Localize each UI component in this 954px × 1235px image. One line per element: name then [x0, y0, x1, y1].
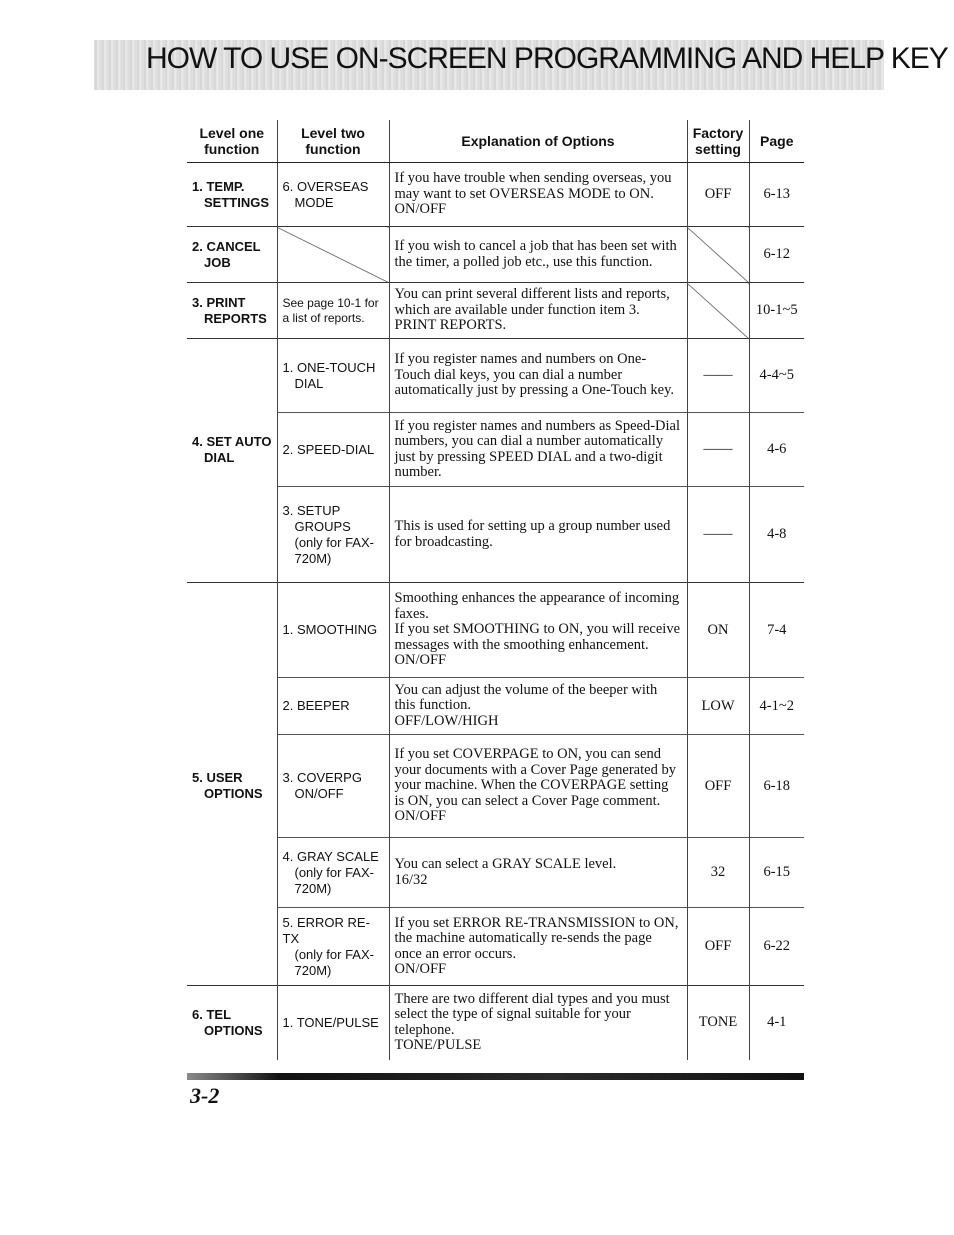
level-one-name-cont: OPTIONS [204, 786, 263, 801]
level-two-name: See page 10-1 for a list of reports. [282, 295, 379, 325]
explanation-cell: Smoothing enhances the appearance of incoming faxes. If you set SMOOTHING to ON, you will receive messages with the smoothing enhancement. ON/OFF [389, 583, 687, 678]
level-two-name: 5. ERROR RE-TX [282, 914, 370, 946]
explanation-cell: If you register names and numbers as Speed-Dial numbers, you can dial a number automatically just by pressing SPEED DIAL and a two-digit number. [389, 413, 687, 487]
page-ref-cell: 4-8 [749, 487, 804, 583]
level-two-cell [277, 986, 389, 1060]
level-one-name: 1. TEMP. [192, 178, 245, 194]
explanation-cell: If you set COVERPAGE to ON, you can send your documents with a Cover Page generated by your machine. When the COVERPAGE setting is ON, you can select a Cover Page comment. ON/OFF [389, 735, 687, 838]
level-two-name: 1. TONE/PULSE [282, 1014, 379, 1030]
level-one-cell [187, 583, 277, 678]
level-one-cell [187, 227, 277, 283]
level-two-name-cont: (only for FAX-720M) [294, 946, 374, 978]
level-two-cell [277, 908, 389, 986]
table-row [187, 735, 804, 838]
page-ref-cell: 4-1~2 [749, 678, 804, 735]
level-one-cell [187, 838, 277, 908]
page-number: 3-2 [190, 1083, 220, 1108]
table-header-row [187, 120, 804, 163]
explanation-cell: There are two different dial types and you must select the type of signal suitable for your telephone. TONE/PULSE [389, 986, 687, 1060]
level-one-cell [187, 413, 277, 487]
level-two-name: 1. SMOOTHING [282, 622, 378, 637]
level-one-name-cont: REPORTS [204, 310, 267, 326]
page-ref-cell: 6-15 [749, 838, 804, 908]
level-two-name-cont: (only for FAX-720M) [294, 864, 374, 896]
level-one-cell [187, 339, 277, 413]
level-one-cell [187, 487, 277, 583]
factory-setting-cell: ON [687, 583, 749, 678]
factory-setting-cell: OFF [687, 908, 749, 986]
level-one-cell [187, 163, 277, 227]
table-row [187, 413, 804, 487]
level-one-cell [187, 735, 277, 838]
explanation-cell: If you have trouble when sending overseas, you may want to set OVERSEAS MODE to ON. ON/OFF [389, 163, 687, 227]
level-one-name-cont: SETTINGS [204, 194, 270, 210]
factory-setting-cell: TONE [687, 986, 749, 1060]
table-row [187, 678, 804, 735]
table-row [187, 583, 804, 678]
level-two-cell [277, 413, 389, 487]
explanation-cell: If you wish to cancel a job that has been set with the timer, a polled job etc., use this function. [389, 227, 687, 283]
page-ref-cell: 4-6 [749, 413, 804, 487]
level-two-cell [277, 283, 389, 339]
level-two-cell [277, 163, 389, 227]
page-title: HOW TO USE ON-SCREEN PROGRAMMING AND HELP KEY [146, 42, 948, 75]
factory-setting-cell: OFF [687, 735, 749, 838]
factory-setting-cell: —— [687, 487, 749, 583]
col-header-level-one: Level one function [187, 120, 277, 163]
level-two-name: 3. COVERPG [282, 770, 362, 785]
factory-setting-cell: LOW [687, 678, 749, 735]
factory-setting-cell: 32 [687, 838, 749, 908]
bottom-rule [187, 1073, 804, 1080]
factory-setting-cell [687, 227, 749, 283]
col-header-level-two: Level two function [277, 120, 389, 163]
table-row [187, 908, 804, 986]
explanation-cell: This is used for setting up a group number used for broadcasting. [389, 487, 687, 583]
explanation-cell: You can adjust the volume of the beeper with this function. OFF/LOW/HIGH [389, 678, 687, 735]
level-two-cell [277, 838, 389, 908]
level-two-cell [277, 678, 389, 735]
level-one-name: 3. PRINT [192, 294, 246, 310]
level-two-cell [277, 583, 389, 678]
level-two-cell [277, 487, 389, 583]
level-two-name-cont: DIAL [294, 375, 324, 391]
page-ref-cell: 6-12 [749, 227, 804, 283]
level-two-name: 2. BEEPER [282, 698, 350, 713]
level-one-cell [187, 678, 277, 735]
level-two-cell [277, 227, 389, 283]
level-one-name: 5. USER [192, 770, 243, 785]
table-row [187, 283, 804, 339]
table-row [187, 487, 804, 583]
table-row [187, 227, 804, 283]
level-one-cell [187, 986, 277, 1060]
table-row [187, 163, 804, 227]
page-ref-cell: 4-1 [749, 986, 804, 1060]
level-one-name-cont: JOB [204, 254, 231, 270]
level-one-name-cont: DIAL [204, 449, 235, 465]
page-ref-cell: 4-4~5 [749, 339, 804, 413]
table-row [187, 339, 804, 413]
explanation-cell: If you register names and numbers on One-Touch dial keys, you can dial a number automatically just by pressing a One-Touch key. [389, 339, 687, 413]
col-header-page: Page [749, 120, 804, 163]
level-two-name-cont: MODE [294, 194, 334, 210]
table-row [187, 838, 804, 908]
level-two-name: 2. SPEED-DIAL [282, 441, 375, 457]
level-one-cell [187, 283, 277, 339]
factory-setting-cell [687, 283, 749, 339]
level-two-name: 3. SETUP [282, 502, 341, 518]
level-two-name: 1. ONE-TOUCH [282, 359, 376, 375]
level-two-cell [277, 339, 389, 413]
page-ref-cell: 6-22 [749, 908, 804, 986]
level-two-name: 4. GRAY SCALE [282, 848, 379, 864]
page-ref-cell: 6-18 [749, 735, 804, 838]
factory-setting-cell: —— [687, 339, 749, 413]
level-one-name-cont: OPTIONS [204, 1022, 263, 1038]
level-one-name: 6. TEL [192, 1006, 232, 1022]
page-ref-cell: 10-1~5 [749, 283, 804, 339]
col-header-factory: Factory setting [687, 120, 749, 163]
level-two-cell [277, 735, 389, 838]
factory-setting-cell: OFF [687, 163, 749, 227]
factory-setting-cell: —— [687, 413, 749, 487]
explanation-cell: You can select a GRAY SCALE level. 16/32 [389, 838, 687, 908]
level-two-name-cont: GROUPS (only for FAX-720M) [294, 518, 374, 566]
page-ref-cell: 7-4 [749, 583, 804, 678]
level-two-name-cont: ON/OFF [294, 786, 344, 801]
explanation-cell: If you set ERROR RE-TRANSMISSION to ON, the machine automatically re-sends the page once an error occurs. ON/OFF [389, 908, 687, 986]
page-ref-cell: 6-13 [749, 163, 804, 227]
level-one-cell [187, 908, 277, 986]
explanation-cell: You can print several different lists and reports, which are available under function item 3. PRINT REPORTS. [389, 283, 687, 339]
level-two-name: 6. OVERSEAS [282, 178, 369, 194]
level-one-name: 4. SET AUTO [192, 433, 272, 449]
table-row [187, 986, 804, 1060]
col-header-explanation: Explanation of Options [389, 120, 687, 163]
options-table [187, 120, 804, 1060]
level-one-name: 2. CANCEL [192, 238, 261, 254]
